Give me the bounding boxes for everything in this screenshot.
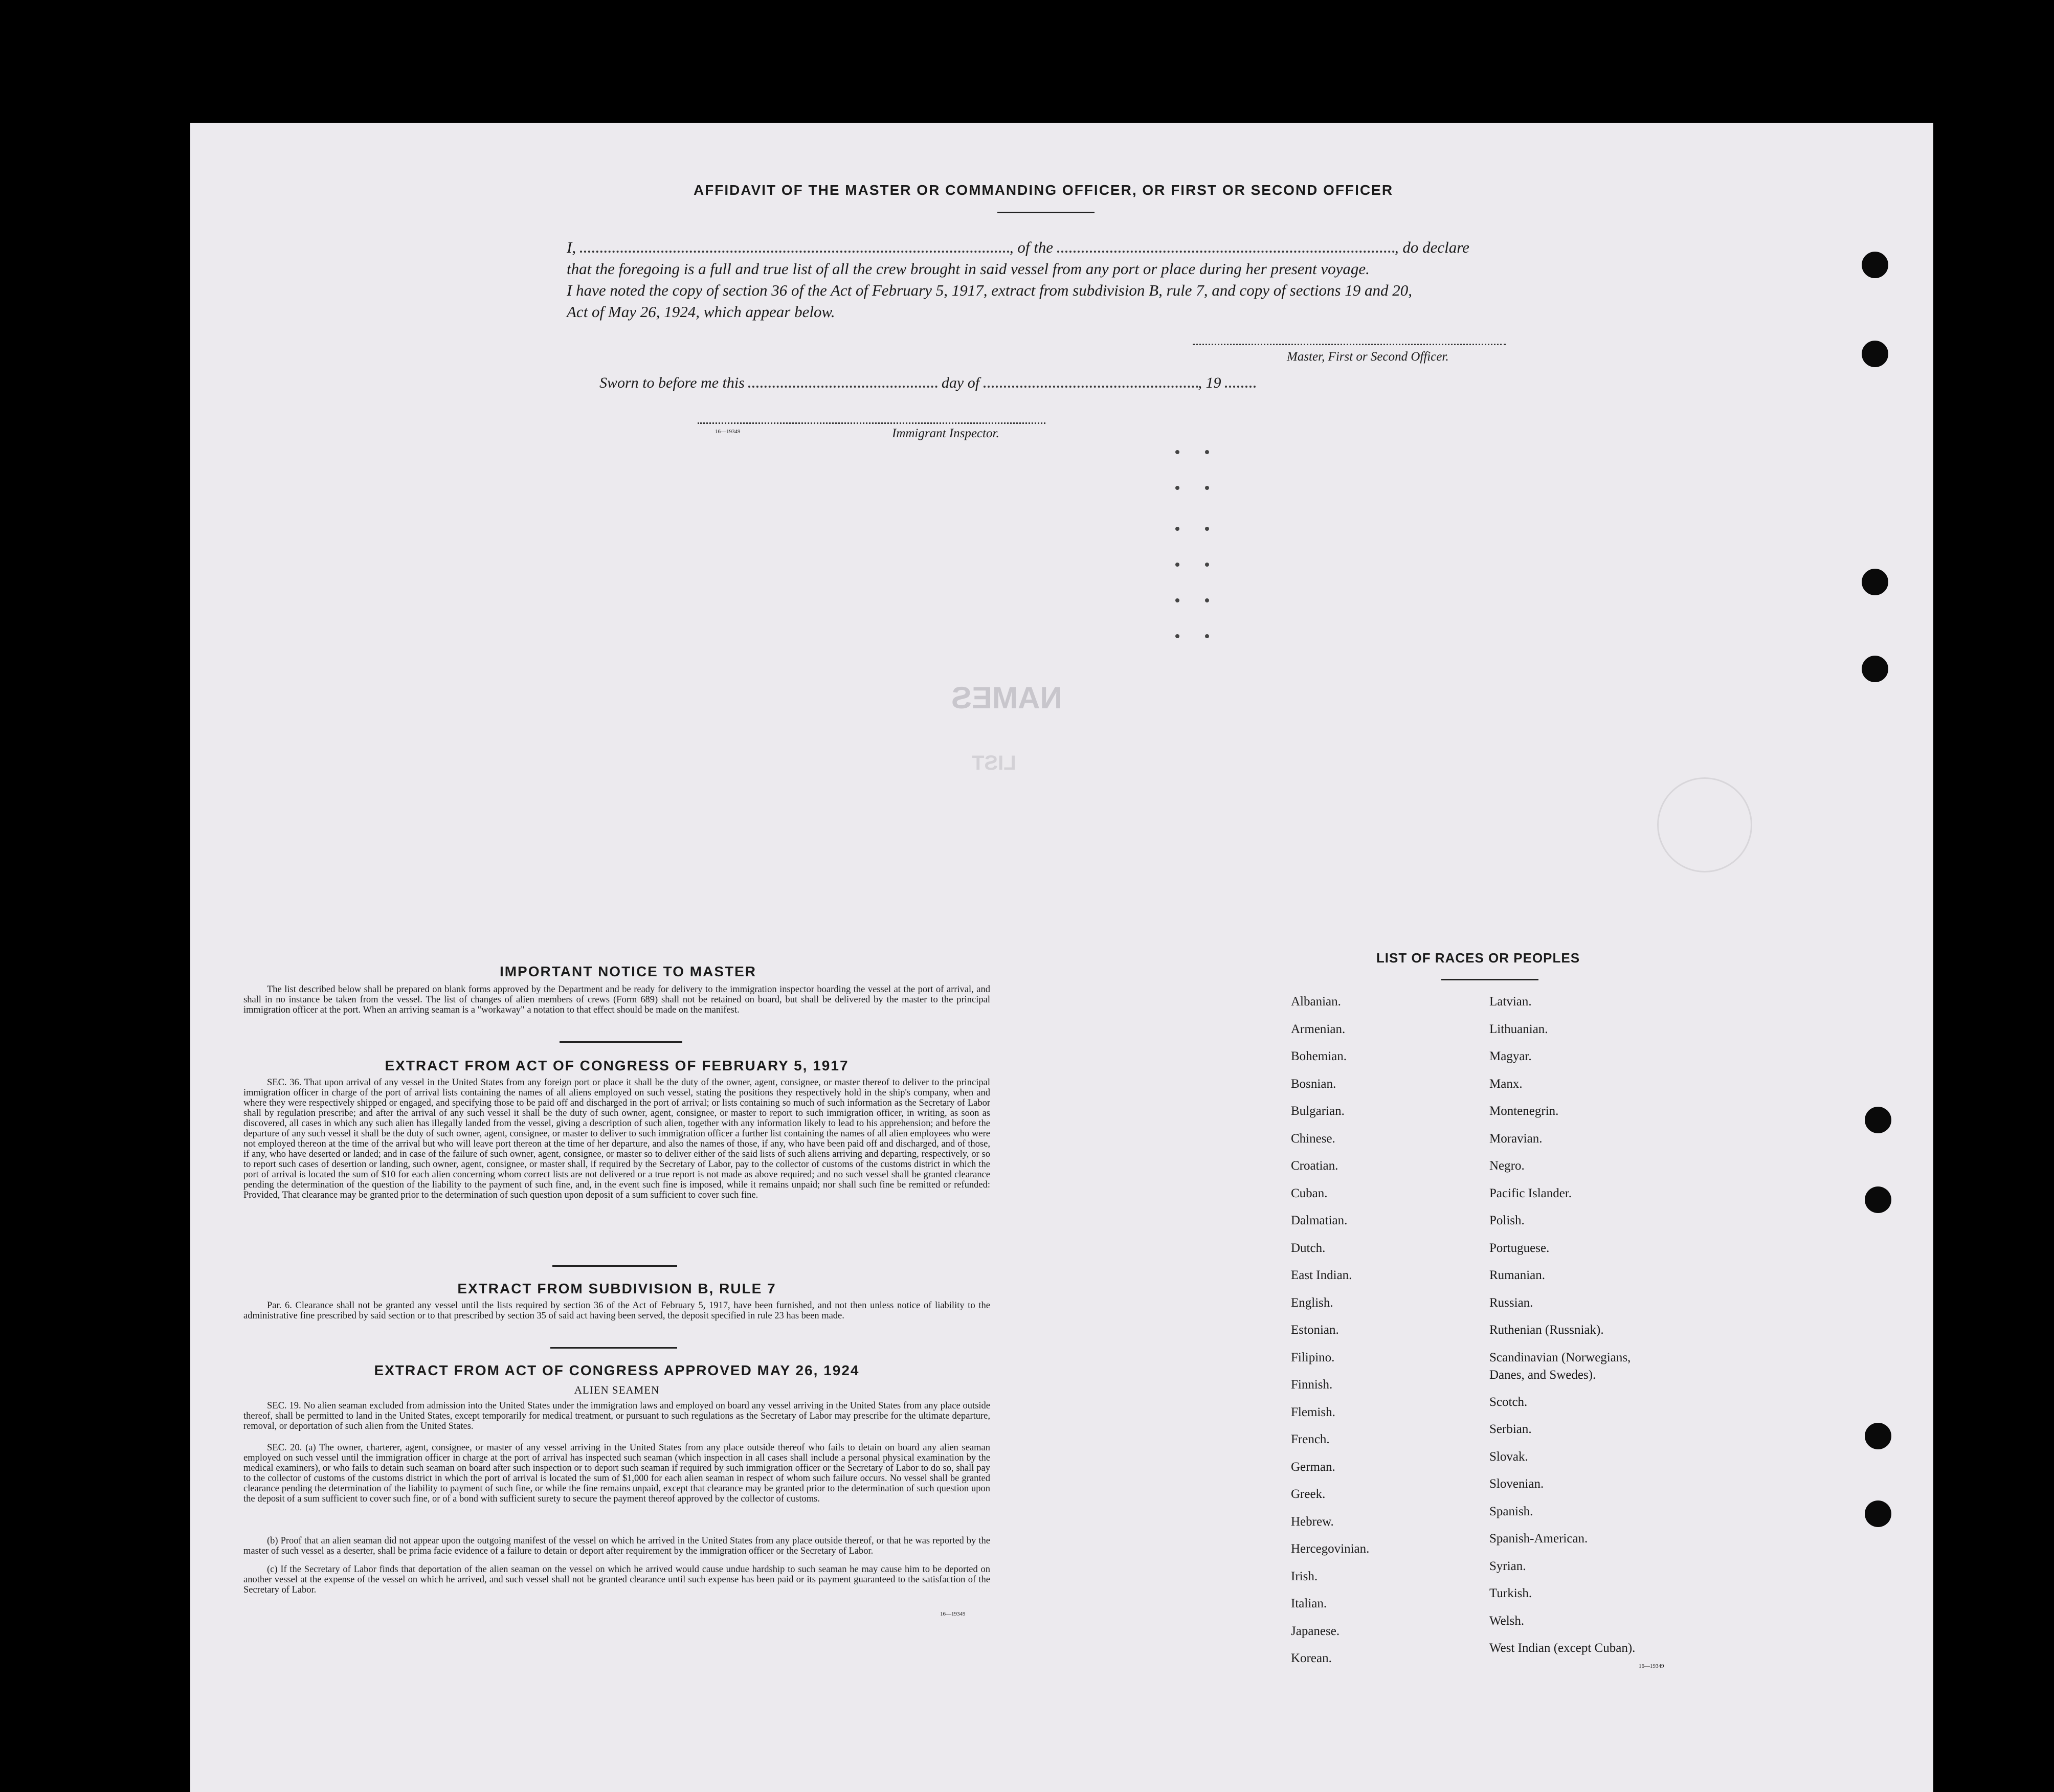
section-divider bbox=[560, 1041, 682, 1043]
affidavit-line-2: that the foregoing is a full and true list of all the crew brought in said vessel from any port or place during her present voyage. bbox=[567, 260, 1370, 278]
punch-hole bbox=[1865, 1186, 1891, 1213]
section-divider bbox=[552, 1265, 677, 1267]
speck bbox=[1175, 563, 1179, 567]
sworn-line bbox=[599, 374, 1256, 392]
race-item: Lithuanian. bbox=[1489, 1022, 1548, 1036]
speck bbox=[1175, 634, 1179, 638]
affidavit-line-4: Act of May 26, 1924, which appear below. bbox=[567, 303, 835, 321]
races-left-column bbox=[1291, 988, 1369, 1672]
race-item: Manx. bbox=[1489, 1077, 1523, 1091]
races-divider bbox=[1441, 979, 1538, 980]
race-item: Slovenian. bbox=[1489, 1477, 1544, 1491]
bleed-through-stamp bbox=[1657, 777, 1752, 872]
race-item: Syrian. bbox=[1489, 1559, 1526, 1573]
speck bbox=[1205, 450, 1209, 454]
race-item: Greek. bbox=[1291, 1487, 1326, 1501]
extract-1917-body: SEC. 36. That upon arrival of any vessel in the United States from any foreign port or place it shall be the duty of the owner, agent, consignee, or master thereof to deliver to the principal immigration officer in charge of the port of arrival lists containing the names of all aliens employed on such vessel, stating the positions they respectively hold in the ship's company, when and where they were respectively shipped or engaged, and specifying those to be paid off and discharged in the port of arrival; or lists containing so much of such information as the Secretary of Labor shall by regulation prescribe; and after the arrival of any such vessel it shall be the duty of such owner, agent, consignee, or master to report to such immigration officer, in writing, as soon as discovered, all cases in which any such alien has illegally landed from the vessel, giving a description of such alien, together with any information likely to lead to his apprehension; and before the departure of any such vessel it shall be the duty of such owner, agent, consignee, or master to deliver to such immigration officer a further list containing the names of all alien employees who were not employed thereon at the time of the arrival but who will leave port thereon at the time of her departure, and also the names of those, if any, who have been paid off and discharged, and of those, if any, who have deserted or landed; and in case of the failure of such owner, agent, consignee, or master so to deliver either of the said lists of such aliens arriving and departing, respectively, or so to report such cases of desertion or landing, such owner, agent, consignee, or master shall, if required by the Secretary of Labor, pay to the collector of customs of the customs district in which the port of arrival is located the sum of $10 for each alien concerning whom correct lists are not delivered or a true report is not made as above required; and no such vessel shall be granted clearance pending the determination of the question of the liability to the payment of such fine, and, in the event such fine is imposed, while it remains unpaid; nor shall such fine be remitted or refunded: Provided, That clearance may be granted prior to the determination of such question upon deposit of a sum sufficient to cover such fine. bbox=[243, 1078, 990, 1200]
races-form-number: 16—19349 bbox=[1639, 1663, 1664, 1669]
affidavit-line-1 bbox=[567, 238, 1469, 257]
sworn-year-blank bbox=[1225, 386, 1256, 388]
notice-heading: IMPORTANT NOTICE TO MASTER bbox=[499, 964, 757, 979]
race-item: Welsh. bbox=[1489, 1614, 1525, 1628]
race-item: Bosnian. bbox=[1291, 1077, 1336, 1091]
race-item: Spanish-American. bbox=[1489, 1532, 1588, 1545]
vessel-blank bbox=[1057, 251, 1395, 253]
race-item: Flemish. bbox=[1291, 1405, 1335, 1419]
race-item: Finnish. bbox=[1291, 1378, 1333, 1392]
race-item: Estonian. bbox=[1291, 1323, 1339, 1337]
speck bbox=[1175, 527, 1179, 531]
race-item: Polish. bbox=[1489, 1214, 1525, 1227]
race-item: Portuguese. bbox=[1489, 1241, 1550, 1255]
race-item: Spanish. bbox=[1489, 1504, 1533, 1518]
races-heading: LIST OF RACES OR PEOPLES bbox=[1376, 950, 1580, 966]
race-item: Montenegrin. bbox=[1489, 1104, 1559, 1118]
extract-1924-heading: EXTRACT FROM ACT OF CONGRESS APPROVED MAY 26, 1924 bbox=[374, 1362, 860, 1378]
race-item: Scandinavian (Norwegians, Danes, and Swedes). bbox=[1489, 1350, 1631, 1382]
punch-hole bbox=[1865, 1107, 1891, 1133]
sec-19-body: SEC. 19. No alien seaman excluded from admission into the United States under the immigration laws and employed on board any vessel arriving in the United States from any place outside thereof, shall be permitted to land in the United States, except temporarily for medical treatment, or pursuant to such regulations as the Secretary of Labor may prescribe for the ultimate departure, removal, or deportation of such alien from the United States. bbox=[243, 1401, 990, 1431]
punch-hole bbox=[1862, 656, 1888, 682]
race-item: Irish. bbox=[1291, 1569, 1318, 1583]
sworn-date-blank bbox=[748, 386, 937, 388]
race-item: Hercegovinian. bbox=[1291, 1542, 1370, 1556]
race-item: Scotch. bbox=[1489, 1395, 1528, 1409]
extract-rule7-heading: EXTRACT FROM SUBDIVISION B, RULE 7 bbox=[457, 1281, 776, 1296]
speck bbox=[1205, 527, 1209, 531]
inspector-signature-line bbox=[698, 422, 1045, 424]
punch-hole bbox=[1865, 1500, 1891, 1527]
race-item: Cuban. bbox=[1291, 1186, 1328, 1200]
race-item: West Indian (except Cuban). bbox=[1489, 1641, 1636, 1655]
race-item: Negro. bbox=[1489, 1159, 1525, 1173]
race-item: Bohemian. bbox=[1291, 1049, 1347, 1063]
affidavit-declare: , do declare bbox=[1394, 238, 1469, 256]
affidavit-of-the: , of the bbox=[1009, 238, 1054, 256]
section-divider bbox=[550, 1347, 677, 1349]
race-item: Serbian. bbox=[1489, 1422, 1532, 1436]
race-item: Hebrew. bbox=[1291, 1514, 1334, 1529]
race-item: Latvian. bbox=[1489, 995, 1532, 1009]
name-blank bbox=[580, 251, 1010, 253]
speck bbox=[1175, 598, 1179, 602]
punch-hole bbox=[1862, 569, 1888, 595]
race-item: Dutch. bbox=[1291, 1241, 1326, 1255]
speck bbox=[1175, 486, 1179, 490]
bleed-through-mark: LIST bbox=[972, 752, 1016, 774]
sworn-month-blank bbox=[984, 386, 1198, 388]
speck bbox=[1205, 598, 1209, 602]
extract-rule7-body: Par. 6. Clearance shall not be granted any vessel until the lists required by section 36 of the Act of February 5, 1917, have been furnished, and not then unless notice of liability to the administrative fine prescribed by said section or to that prescribed by section 35 of said act having been served, the deposit specified in rule 23 has been made. bbox=[243, 1301, 990, 1321]
race-item: Rumanian. bbox=[1489, 1268, 1546, 1282]
race-item: German. bbox=[1291, 1460, 1335, 1474]
master-signature-line bbox=[1193, 344, 1506, 345]
race-item: Russian. bbox=[1489, 1295, 1533, 1310]
race-item: Ruthenian (Russniak). bbox=[1489, 1323, 1604, 1337]
punch-hole bbox=[1865, 1423, 1891, 1449]
sworn-day-of: day of bbox=[941, 374, 980, 391]
race-item: Japanese. bbox=[1291, 1624, 1340, 1638]
race-item: Armenian. bbox=[1291, 1022, 1346, 1036]
extract-form-number: 16—19349 bbox=[940, 1611, 966, 1617]
affidavit-line-3: I have noted the copy of section 36 of the Act of February 5, 1917, extract from subdivision B, rule 7, and copy of sections 19 and 20, bbox=[567, 281, 1413, 299]
race-item: Magyar. bbox=[1489, 1049, 1532, 1063]
speck bbox=[1205, 563, 1209, 567]
race-item: Filipino. bbox=[1291, 1350, 1335, 1364]
race-item: Korean. bbox=[1291, 1651, 1332, 1665]
heading-divider bbox=[997, 212, 1095, 213]
affidavit-i: I, bbox=[567, 238, 576, 256]
sworn-prefix: Sworn to before me this bbox=[599, 374, 745, 391]
punch-hole bbox=[1862, 341, 1888, 367]
race-item: English. bbox=[1291, 1295, 1333, 1310]
race-item: Croatian. bbox=[1291, 1159, 1338, 1173]
race-item: Turkish. bbox=[1489, 1586, 1532, 1600]
speck bbox=[1205, 634, 1209, 638]
alien-seamen-subheading: ALIEN SEAMEN bbox=[574, 1384, 660, 1396]
race-item: Albanian. bbox=[1291, 995, 1341, 1009]
punch-hole bbox=[1862, 252, 1888, 278]
master-label: Master, First or Second Officer. bbox=[1287, 350, 1449, 364]
race-item: East Indian. bbox=[1291, 1268, 1352, 1282]
sworn-year: , 19 bbox=[1198, 374, 1221, 391]
speck bbox=[1175, 450, 1179, 454]
race-item: Italian. bbox=[1291, 1597, 1327, 1610]
race-item: French. bbox=[1291, 1432, 1330, 1446]
sec-20a-body: SEC. 20. (a) The owner, charterer, agent, consignee, or master of any vessel arriving in the United States from any place outside thereof who fails to detain on board any alien seaman employed on such vessel until the immigration officer in charge at the port of arrival has inspected such seaman (which inspection in all cases shall include a personal physical examination by the medical examiners), or who fails to detain such seaman on board after such inspection or to deport such seaman if required by such immigration officer or the Secretary of Labor to do so, shall pay to the collector of customs of the customs district in which the port of arrival is located the sum of $1,000 for each alien seaman in respect of whom such failure occurs. No vessel shall be granted clearance pending the determination of the liability to payment of such fine, or while the fine remains unpaid, except that clearance may be granted prior to the determination of such question upon the deposit of a sum sufficient to cover such fine, or of a bond with sufficient surety to secure the payment thereof approved by the collector of customs. bbox=[243, 1443, 990, 1504]
races-right-column bbox=[1489, 988, 1635, 1662]
race-item: Bulgarian. bbox=[1291, 1104, 1345, 1118]
affidavit-form-number: 16—19349 bbox=[715, 429, 741, 435]
sec-20b-body: (b) Proof that an alien seaman did not appear upon the outgoing manifest of the vessel on which he arrived in the United States from any place outside thereof, or that he was reported by the master of such vessel as a deserter, shall be prima facie evidence of a failure to detain or deport after requirement by the immigration officer or the Secretary of Labor. bbox=[243, 1536, 990, 1556]
race-item: Chinese. bbox=[1291, 1131, 1335, 1146]
notice-body: The list described below shall be prepared on blank forms approved by the Department and be ready for delivery to the immigration inspector boarding the vessel at the port of arrival, and shall in no instance be taken from the vessel. The list of changes of alien members of crews (Form 689) shall not be retained on board, but shall be delivered by the master to the principal immigration officer at the port. When an arriving seaman is a "workaway" a notation to that effect should be made on the manifest. bbox=[243, 984, 990, 1015]
extract-1917-heading: EXTRACT FROM ACT OF CONGRESS OF FEBRUARY 5, 1917 bbox=[385, 1058, 849, 1073]
sec-20c-body: (c) If the Secretary of Labor finds that deportation of the alien seaman on the vessel on which he arrived would cause undue hardship to such seaman he may cause him to be deported on another vessel at the expense of the vessel on which he arrived, and such vessel shall not be granted clearance until such expense has been paid or its payment guaranteed to the satisfaction of the Secretary of Labor. bbox=[243, 1564, 990, 1595]
bleed-through-mark: NAMES bbox=[951, 681, 1062, 715]
race-item: Slovak. bbox=[1489, 1449, 1528, 1464]
inspector-label: Immigrant Inspector. bbox=[892, 427, 999, 440]
race-item: Pacific Islander. bbox=[1489, 1186, 1572, 1200]
race-item: Moravian. bbox=[1489, 1131, 1543, 1146]
race-item: Dalmatian. bbox=[1291, 1214, 1348, 1227]
speck bbox=[1205, 486, 1209, 490]
affidavit-heading: AFFIDAVIT OF THE MASTER OR COMMANDING OFFICER, OR FIRST OR SECOND OFFICER bbox=[693, 182, 1394, 198]
